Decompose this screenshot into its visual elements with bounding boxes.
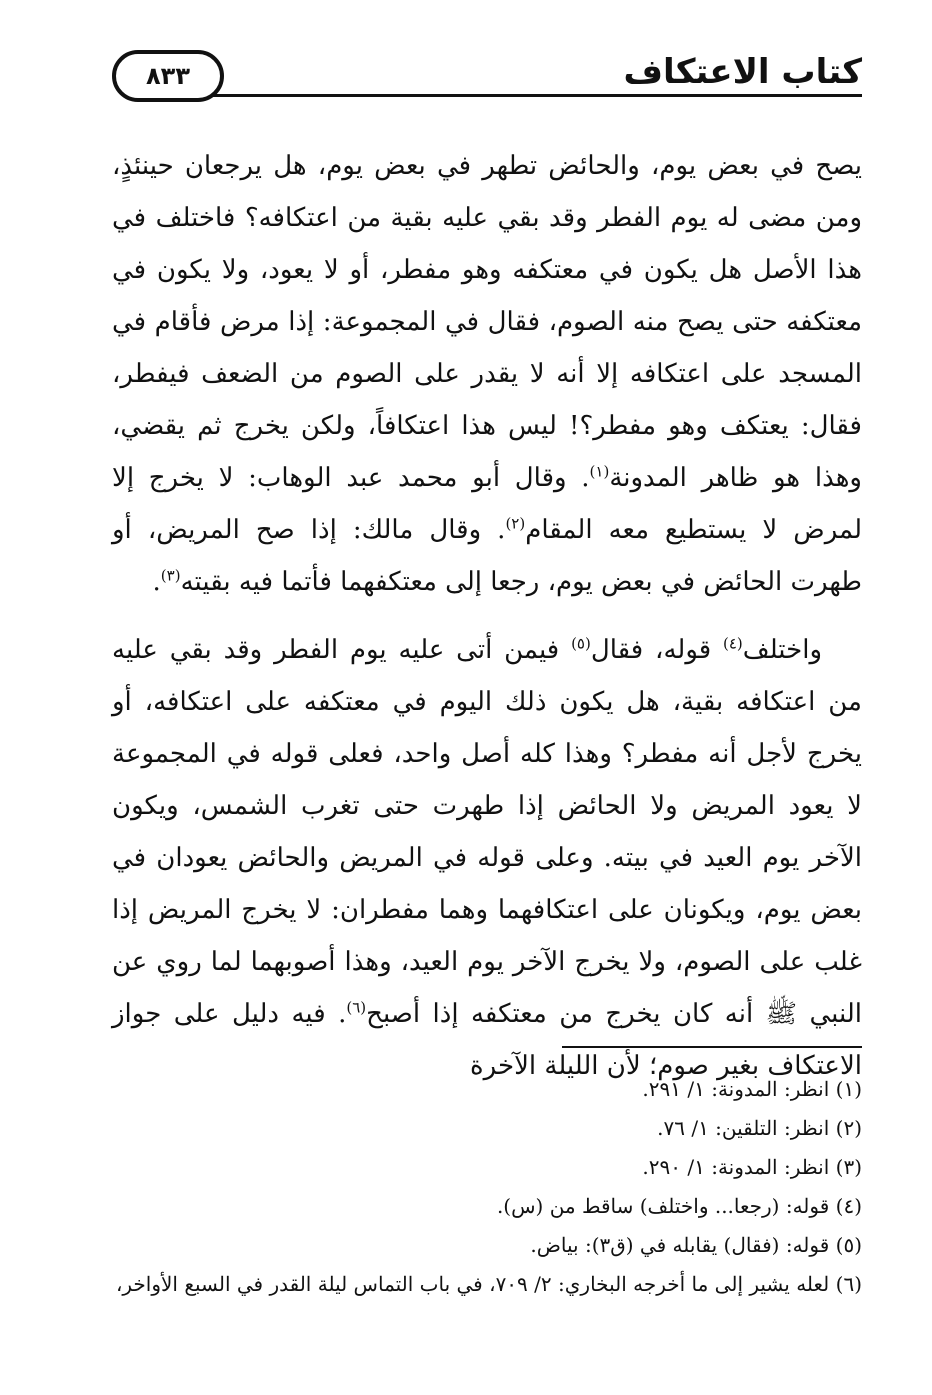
paragraph-2-text-b: قوله، فقال [590, 635, 723, 665]
footnote-ref-2: (٢) [505, 514, 526, 533]
footnote-6: (٦) لعله يشير إلى ما أخرجه البخاري: ٢/ ٧٠٩، في باب التماس ليلة القدر في السبع الأواخر، [115, 1272, 862, 1296]
page-number: ٨٣٣ [146, 62, 190, 90]
page-header [112, 50, 862, 110]
footnote-ref-4: (٤) [723, 634, 743, 653]
footnote-separator [562, 1046, 862, 1048]
footnote-5: (٥) قوله: (فقال) يقابله في (ق٣): بياض. [530, 1233, 862, 1257]
paragraph-2 [112, 624, 862, 1092]
footnote-1: (١) انظر: المدونة: ١/ ٢٩١. [642, 1077, 862, 1101]
paragraph-1 [112, 140, 862, 608]
footnote-ref-5: (٥) [571, 634, 591, 653]
footnotes-list [112, 1070, 862, 1304]
paragraph-1-text-b: . وقال أبو محمد عبد الوهاب: لا يخرج إلا لمرض لا يستطيع معه المقام [112, 463, 862, 545]
footnote-4: (٤) قوله: (رجعا... واختلف) ساقط من (س). [496, 1194, 862, 1218]
paragraph-1-text-c: . وقال مالك: إذا صح المريض، أو طهرت الحائض في بعض يوم، رجعا إلى معتكفهما فأتما فيه بقيته [112, 515, 862, 597]
footnote-3: (٣) انظر: المدونة: ١/ ٢٩٠. [642, 1155, 862, 1179]
main-text [112, 140, 862, 1092]
footnote-2: (٢) انظر: التلقين: ١/ ٧٦. [657, 1116, 862, 1140]
footnote-ref-3: (٣) [160, 566, 181, 585]
paragraph-1-text-d: . [152, 567, 161, 597]
book-title: كتاب الاعتكاف [623, 52, 862, 92]
paragraph-1-text-a: يصح في بعض يوم، والحائض تطهر في بعض يوم، هل يرجعان حينئذٍ، ومن مضى له يوم الفطر وقد بقي عليه بقية من اعتكافه؟ فاختلف في هذا الأصل هل يكون في معتكفه وهو مفطر، أو لا يعود، ولا يكون في معتكفه حتى يصح منه الصوم، فقال في المجموعة: إذا مرض فأقام في المسجد على اعتكافه إلا أنه لا يقدر على الصوم من الضعف فيفطر، فقال: يعتكف وهو مفطر؟! ليس هذا اعتكافاً، ولكن يخرج ثم يقضي، وهذا هو ظاهر المدونة [112, 151, 862, 493]
paragraph-2-text-c: فيمن أتى عليه يوم الفطر وقد بقي عليه من اعتكافه بقية، هل يكون ذلك اليوم في معتكفه على اعتكافه، أو يخرج لأجل أنه مفطر؟ وهذا كله أصل واحد، فعلى قوله في المجموعة لا يعود المريض ولا الحائض إذا طهرت حتى تغرب الشمس، ويكون الآخر يوم العيد في بيته. وعلى قوله في المريض والحائض يعودان في بعض يوم، ويكونان على اعتكافهما وهما مفطران: لا يخرج المريض إذا غلب على الصوم، ولا يخرج الآخر يوم العيد، وهذا أصوبهما لما روي عن النبي ﷺ أنه كان يخرج من معتكفه إذا أصبح [112, 635, 863, 1029]
header-rule [200, 94, 862, 97]
paragraph-2-text-d: . فيه دليل على جواز الاعتكاف بغير صوم؛ لأن الليلة الآخرة [112, 999, 862, 1081]
paragraph-2-text-a: واختلف [742, 635, 822, 665]
footnote-ref-6: (٦) [346, 998, 367, 1017]
page-number-badge [112, 50, 224, 102]
footnote-ref-1: (١) [589, 462, 610, 481]
